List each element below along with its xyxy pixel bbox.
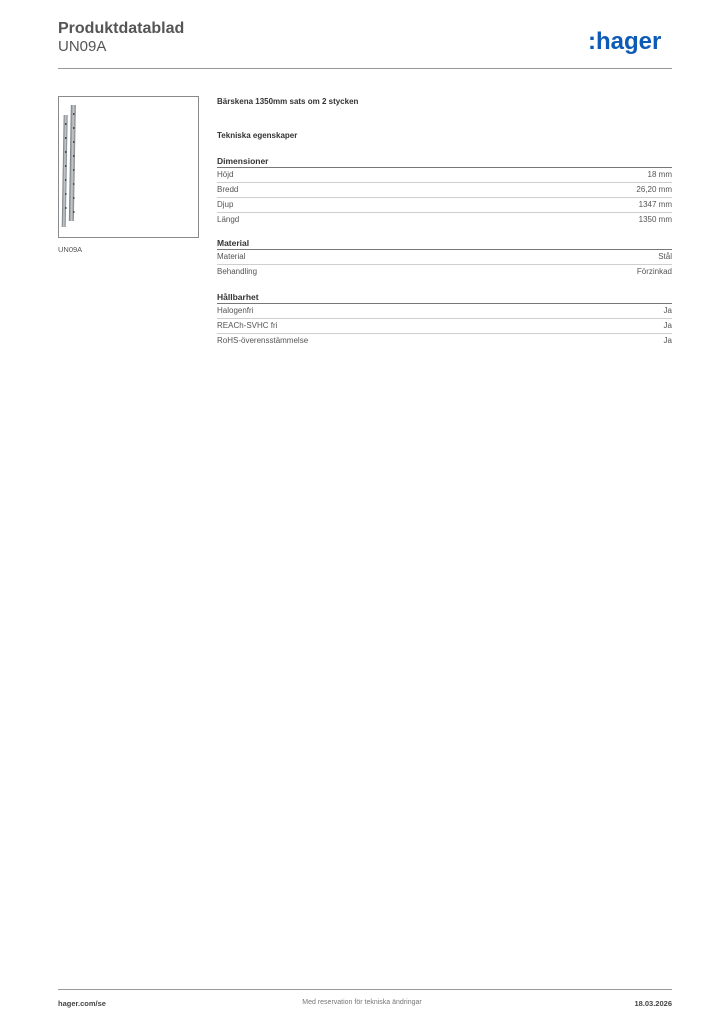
spec-value: 18 mm xyxy=(647,170,672,179)
product-name: Bärskena 1350mm sats om 2 stycken xyxy=(217,97,359,106)
spec-label: Material xyxy=(217,252,246,261)
footer-date: 18.03.2026 xyxy=(634,999,672,1008)
spec-row xyxy=(217,168,672,183)
section-heading: Material xyxy=(217,237,672,250)
spec-row xyxy=(217,319,672,334)
spec-label: Längd xyxy=(217,215,240,224)
spec-row xyxy=(217,250,672,265)
spec-label: Halogenfri xyxy=(217,306,254,315)
svg-text::hager: :hager xyxy=(588,28,662,55)
spec-value: Ja xyxy=(663,336,672,345)
spec-label: Behandling xyxy=(217,267,258,276)
section-heading: Dimensioner xyxy=(217,155,672,168)
spec-value: 1347 mm xyxy=(638,200,672,209)
spec-label: Djup xyxy=(217,200,234,209)
section-sustainability xyxy=(217,291,672,348)
product-code: UN09A xyxy=(58,38,107,55)
spec-value: Ja xyxy=(663,306,672,315)
spec-row xyxy=(217,198,672,213)
spec-row xyxy=(217,334,672,348)
header-divider xyxy=(58,68,672,69)
image-caption: UN09A xyxy=(58,245,83,254)
spec-value: 26,20 mm xyxy=(636,185,672,194)
spec-value: 1350 mm xyxy=(638,215,672,224)
spec-value: Ja xyxy=(663,321,672,330)
spec-row xyxy=(217,213,672,227)
spec-row xyxy=(217,265,672,279)
spec-label: Höjd xyxy=(217,170,234,179)
mounting-rail-illustration xyxy=(59,97,198,237)
spec-label: Bredd xyxy=(217,185,239,194)
section-dimensions xyxy=(217,155,672,227)
footer-divider xyxy=(58,989,672,990)
product-image xyxy=(58,96,199,238)
spec-row xyxy=(217,183,672,198)
spec-value: Stål xyxy=(658,252,672,261)
spec-label: REACh-SVHC fri xyxy=(217,321,278,330)
spec-value: Förzinkad xyxy=(636,267,672,276)
footer-website: hager.com/se xyxy=(58,999,106,1008)
section-heading: Hållbarhet xyxy=(217,291,672,304)
section-material xyxy=(217,237,672,279)
hager-logo xyxy=(588,28,678,56)
technical-properties-heading: Tekniska egenskaper xyxy=(217,131,298,140)
document-title: Produktdatablad xyxy=(58,20,185,37)
spec-row xyxy=(217,304,672,319)
footer-disclaimer: Med reservation för tekniska ändringar xyxy=(302,999,422,1006)
spec-label: RoHS-överensstämmelse xyxy=(217,336,309,345)
